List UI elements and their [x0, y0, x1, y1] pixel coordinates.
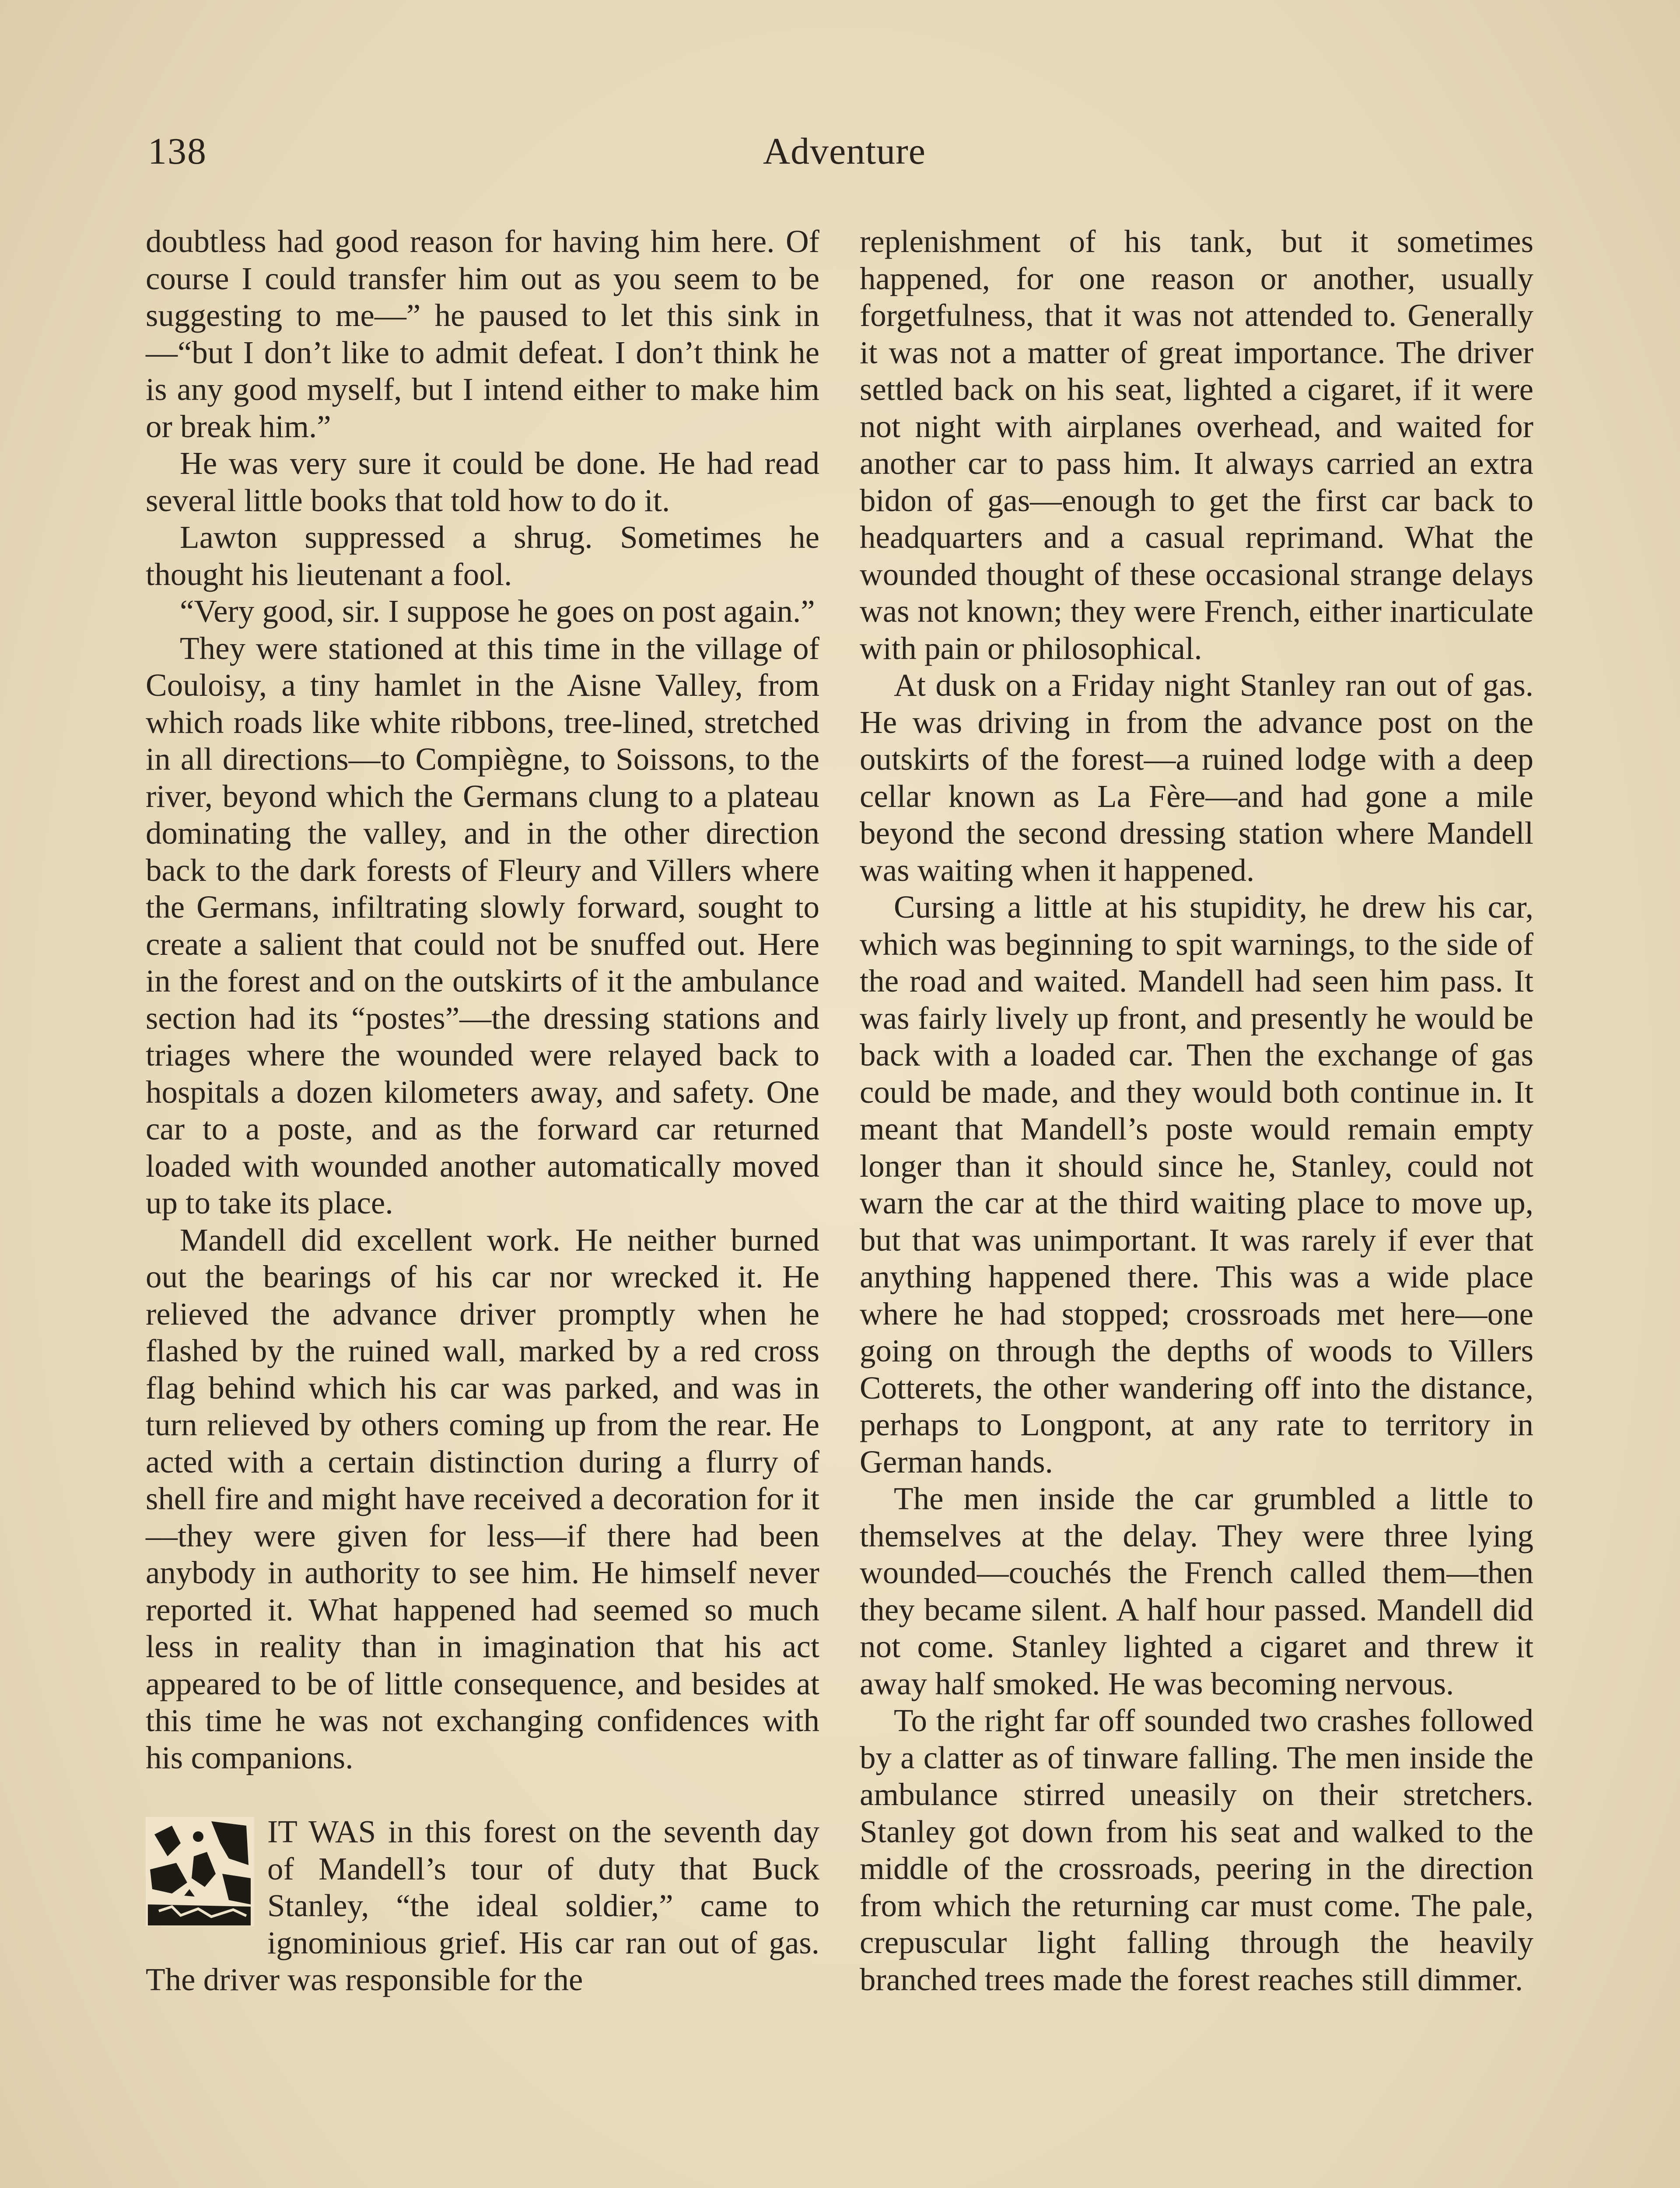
paragraph: Cursing a little at his stupidity, he drew his car, which was beginning to spit warnings, to the side of the road and waited. Mandell had seen him pass. It was fairly lively up front, and presently he would be back with a loaded car. Then the exchange of gas could be made, and they would both continue in. It meant that Mandell’s poste would remain empty longer than it should since he, Stanley, could not warn the car at the third waiting place to move up, but that was unimportant. It was rarely if ever that anything happened there. This was a wide place where he had stopped; crossroads met here—one going on through the depths of woods to Villers Cotterets, the other wandering off into the distance, perhaps to Longpont, at any rate to territory in German hands. — [860, 889, 1533, 1480]
paragraph: replenishment of his tank, but it sometimes happened, for one reason or another, usually forgetfulness, that it was not attended to. Generally it was not a matter of great importance. The driver settled back on his seat, lighted a cigaret, if it were not night with airplanes overhead, and waited for another car to pass him. It always carried an extra bidon of gas—enough to get the first car back to headquarters and a casual reprimand. What the wounded thought of these occasional strange delays was not known; they were French, either inarticulate with pain or philosophical. — [860, 224, 1533, 666]
paragraph: doubtless had good reason for having him here. Of course I could transfer him out as you seem to be suggesting to me—” he paused to let this sink in—“but I don’t like to admit defeat. I don’t think he is any good myself, but I intend either to make him or break him.” — [146, 224, 819, 444]
paragraph: They were stationed at this time in the village of Couloisy, a tiny hamlet in the Aisne Valley, from which roads like white ribbons, tree-lined, stretched in all directions—to Compiègne, to Soissons, to the river, beyond which the Germans clung to a plateau dominating the valley, and in the other direction back to the dark forests of Fleury and Villers where the Germans, infiltrating slowly forward, sought to create a salient that could not be snuffed out. Here in the forest and on the outskirts of it the ambulance section had its “postes”—the dressing stations and triages where the wounded were relayed back to hospitals a dozen kilometers away, and safety. One car to a poste, and as the forward car returned loaded with wounded another automatically moved up to take its place. — [146, 630, 819, 1220]
paragraph: At dusk on a Friday night Stanley ran out of gas. He was driving in from the advance post on the outskirts of the forest—a ruined lodge with a deep cellar known as La Fère—and had gone a mile beyond the second dressing station where Mandell was waiting when it happened. — [860, 667, 1533, 888]
woodcut-illustration-icon — [146, 1817, 254, 1926]
paragraph: Mandell did excellent work. He neither burned out the bearings of his car nor wrecked it. He relieved the advance driver promptly when he flashed by the ruined wall, marked by a red cross flag behind which his car was parked, and was in turn relieved by others coming up from the rear. He acted with a certain distinction during a flurry of shell fire and might have received a decoration for it—they were given for less—if there had been anybody in authority to see him. He himself never reported it. What happened had seemed so much less in reality than in imagination that his act appeared to be of little consequence, and besides at this time he was not exchanging confidences with his companions. — [146, 1222, 819, 1775]
paragraph: IT WAS in this forest on the seventh day of Mandell’s tour of duty that Buck Stanley, “the ideal soldier,” came to ignominious grief. His car ran out of gas. The driver was responsible for the — [146, 1814, 819, 1997]
section-opening — [146, 1813, 819, 1999]
paragraph: “Very good, sir. I suppose he goes on post again.” — [180, 593, 815, 629]
right-column — [860, 223, 1533, 1998]
paragraph: The men inside the car grumbled a little to themselves at the delay. They were three lying wounded—couchés the French called them—then they became silent. A half hour passed. Mandell did not come. Stanley lighted a cigaret and threw it away half smoked. He was becoming nervous. — [860, 1481, 1533, 1701]
paragraph: To the right far off sounded two crashes followed by a clatter as of tinware falling. The men inside the ambulance stirred uneasily on their stretchers. Stanley got down from his seat and walked to the middle of the crossroads, peering in the direction from which the returning car must come. The pale, crepuscular light falling through the heavily branched trees made the forest reaches still dimmer. — [860, 1703, 1533, 1997]
left-column — [146, 223, 819, 1999]
magazine-title: Adventure — [763, 130, 926, 172]
paragraph: He was very sure it could be done. He had read several little books that told how to do it. — [146, 445, 819, 518]
paragraph: Lawton suppressed a shrug. Sometimes he thought his lieutenant a fool. — [146, 519, 819, 592]
page-number: 138 — [148, 130, 207, 172]
page-header — [144, 129, 1544, 182]
